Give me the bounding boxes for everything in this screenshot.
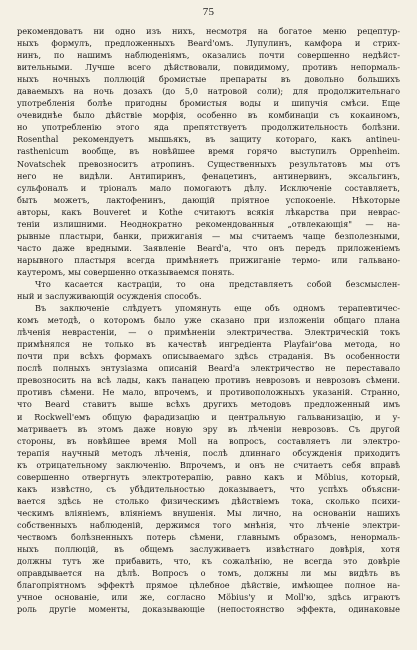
text-line: благопріятномъ эффектѣ прямое цѣлебное дѣйствіе, имѣющее полное на- <box>17 580 400 591</box>
text-line: ныхъ ночныхъ поллюцій бромистые препараты въ довольно большихъ <box>17 74 400 85</box>
text-line: стороны, въ новѣйшее время Moll на вопросъ, составляетъ ли электро- <box>17 435 400 446</box>
text-line: почти при всѣхъ формахъ описываемаго здѣсь страданія. Въ особенности <box>17 351 400 362</box>
text-line: часто даже вредными. Заявленіе Beard'а, что онъ передъ приложеніемъ <box>17 242 400 253</box>
text-line: матриваетъ въ этомъ даже новую эру въ лѣченіи неврозовъ. Съ другой <box>17 423 400 434</box>
text-line: нинъ, по нашимъ наблюденіямъ, оказались почти совершенно недѣйст- <box>17 50 400 61</box>
text-line: быть можетъ, лактофенинъ, дающій пріятное успокоеніе. Нѣкоторые <box>17 194 400 205</box>
text-line: употребленія болѣе пригодны бромистыя воды и шипучія смѣси. Еще <box>17 98 400 109</box>
text-line: Rosenthal рекомендуетъ мышьякъ, въ защиту котораго, какъ antineu- <box>17 134 400 145</box>
text-line: ныхъ поллюцій, въ общемъ заслуживаетъ извѣстнаго довѣрія, хотя <box>17 544 400 555</box>
text-line: учное основаніе, или же, согласно Möbius'у и Moll'ю, здѣсь играютъ <box>17 592 400 603</box>
text-line: но употребленію этого яда препятствуетъ продолжительность болѣзни. <box>17 122 400 133</box>
text-line: авторы, какъ Bouveret и Kothe считаютъ всякія лѣкарства при неврас- <box>17 206 400 217</box>
page-number: 75 <box>202 6 215 18</box>
text-line: превозносить на всѣ лады, какъ панацею противъ неврозовъ и неврозовъ сѣмени. <box>17 375 400 386</box>
text-line: терапія научный методъ лѣченія, послѣ длиннаго обсужденія приходитъ <box>17 447 400 458</box>
text-line: ный и заслуживающій осужденія способъ. <box>17 291 202 302</box>
text-line: каутеромъ, мы совершенно отказываемся понять. <box>17 266 235 277</box>
text-line: вительными. Лучше всего дѣйствовали, повидимому, противъ непормаль- <box>17 62 400 73</box>
text-line: должны тутъ же прибавить, что, къ сожалѣнію, не всегда это довѣріе <box>17 556 400 567</box>
text-line: сульфоналъ и тріоналъ мало помогаютъ дѣлу. Исключеніе составляетъ, <box>17 182 400 193</box>
text-line: Что касается кастраціи, то она представляетъ собой безсмыслен- <box>35 278 400 289</box>
text-line: что Beard ставитъ выше всѣхъ другихъ методовъ предложенный имъ <box>17 399 400 410</box>
text-line: чествомъ болѣзненныхъ потерь сѣмени, главнымъ образомъ, ненормаль- <box>17 531 400 542</box>
text-line: примѣнялся не только въ качествѣ ингредіента Playfair'ова метода, но <box>17 339 400 350</box>
text-line: противъ сѣмени. Не мало, впрочемъ, и противоположныхъ указаній. Странно, <box>17 387 400 398</box>
text-line: rastheniсum вообще, въ новѣйшее время горячо выступилъ Oppenheim. <box>17 146 400 157</box>
text-line: вается здѣсь не столько физическимъ дѣйствіемъ тока, сколько психи- <box>17 495 400 506</box>
text-line: нарывного пластыря всегда примѣняетъ прижиганіе термо- или гальвано- <box>17 254 400 265</box>
text-line: послѣ полныхъ энтузіазма описаній Beard'а электричество не переставало <box>17 363 400 374</box>
body-text <box>17 25 400 615</box>
text-line: Въ заключеніе слѣдуетъ упомянуть еще объ одномъ терапевтичес- <box>35 303 400 314</box>
text-line: къ отрицательному заключенію. Впрочемъ, и онъ не считаетъ себя вправѣ <box>17 459 400 470</box>
text-line: даваемыхъ на ночь дозахъ (до 5,0 натровой соли); для продолжительнаго <box>17 86 400 97</box>
text-line: рывные пластыри, банки, прижиганія — мы считаемъ чаще безполезными, <box>17 230 400 241</box>
text-line: теніи излишними. Неоднократно рекомендованныя „отвлекающія" — на- <box>17 218 400 229</box>
text-line: роль другіе моменты, доказывающіе (непостоянство эффекта, одинаковые <box>17 604 400 615</box>
text-line: Novatschek превозноситъ атропинъ. Существенныхъ результатовъ мы отъ <box>17 158 400 169</box>
text-line: комъ методѣ, о которомъ было уже сказано при изложеніи общаго плана <box>17 315 400 326</box>
text-line: оправдывается на дѣлѣ. Вопросъ о томъ, должны ли мы видѣть въ <box>17 568 400 579</box>
text-line: него не видѣли. Антипиринъ, фенацетинъ, антинервинъ, эксальгинъ, <box>17 170 400 181</box>
text-line: собственныхъ наблюденій, держимся того мнѣнія, что лѣченіе электри- <box>17 519 400 530</box>
text-line: лѣченія неврастеніи, — о примѣненіи электричества. Электрическій токъ <box>17 327 400 338</box>
text-line: ныхъ формулъ, предложенныхъ Beard'омъ. Лупулинъ, камфора и стрих- <box>17 38 400 49</box>
text-line: и Rockwell'емъ общую фарадизацію и центральную гальванизацію, и у- <box>17 411 400 422</box>
text-line: какъ извѣстно, съ убѣдительностью доказываетъ, что успѣхъ объясни- <box>17 483 400 494</box>
text-line: совершенно отвергнуть электротерапію, равно какъ и Möbius, который, <box>17 471 400 482</box>
text-line: очевиднѣе было дѣйствіе морфія, особенно въ комбинаціи съ кокаиномъ, <box>17 110 400 121</box>
text-line: ческимъ вліяніемъ, вліяніемъ внушенія. Мы лично, на основаніи нашихъ <box>17 507 400 518</box>
text-line: рекомендоватъ ни одно изъ нихъ, несмотря на богатое меню рецептур- <box>17 26 400 36</box>
